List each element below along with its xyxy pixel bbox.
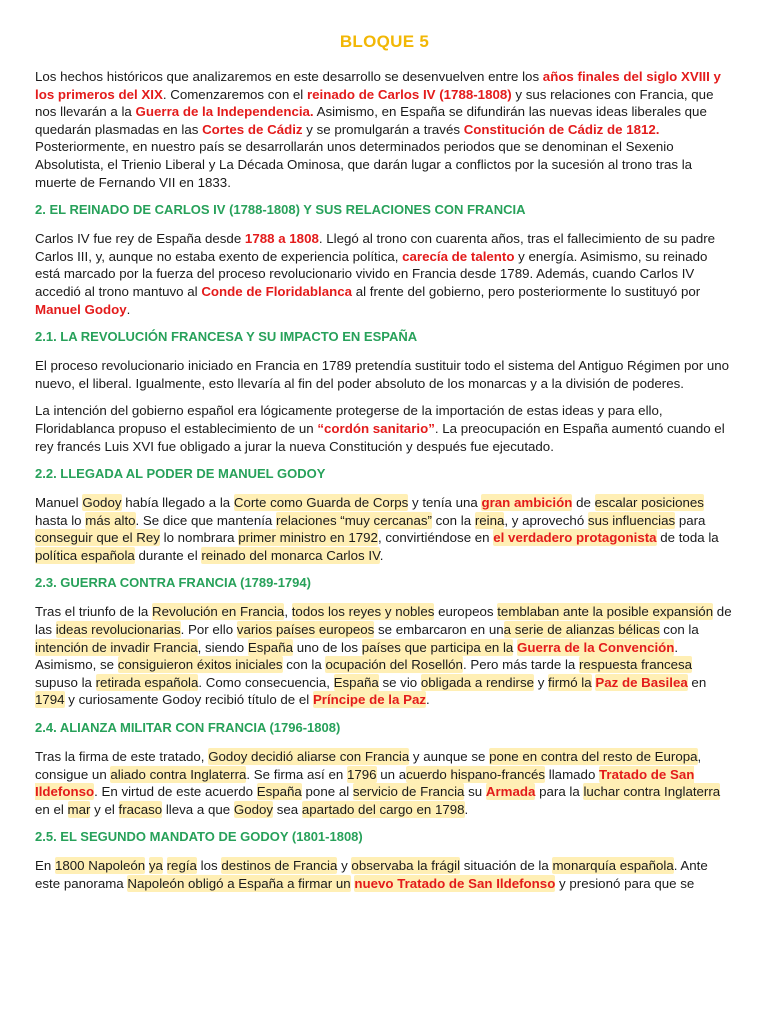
emphasis-text: Manuel Godoy	[35, 301, 127, 317]
emphasis-text: Constitución de Cádiz de 1812.	[463, 121, 660, 137]
highlighted-emphasis-text: gran ambición	[481, 495, 573, 511]
highlighted-text: pone en contra del resto de Europa	[489, 749, 698, 765]
text-run: pone al	[301, 784, 353, 800]
highlighted-emphasis-text: Armada	[485, 784, 536, 800]
highlighted-text: intención de invadir Francia	[35, 639, 198, 655]
highlighted-text: ya	[148, 858, 163, 874]
highlighted-text: más alto	[85, 512, 136, 528]
section-heading: 2.5. EL SEGUNDO MANDATO DE GODOY (1801-1808)	[35, 829, 363, 845]
text-run: y presionó para que se	[555, 876, 695, 891]
highlighted-text: todos los reyes y nobles	[291, 604, 435, 620]
highlighted-text: varios países europeos	[236, 622, 375, 638]
highlighted-text: temblaban ante la posible expansión	[497, 604, 714, 620]
text-run: y energía. Asimismo, su reinado está marcado por la fuerza del proceso revolucionario vivido en Francia desde 1789. Además, cuando Carlos IV accedió al trono mantuvo al	[35, 248, 708, 299]
highlighted-text: Godoy	[233, 801, 274, 817]
highlighted-text: a serie de alianzas bélicas	[503, 622, 660, 638]
highlighted-text: respuesta francesa	[578, 657, 693, 673]
text-run: .	[464, 801, 469, 817]
highlighted-text: 1796	[346, 766, 377, 782]
paragraph-p21a	[35, 357, 734, 392]
section-heading: 2.4. ALIANZA MILITAR CON FRANCIA (1796-1808)	[35, 720, 341, 736]
emphasis-text: Conde de Floridablanca	[201, 283, 353, 299]
text-run: . Comenzaremos con el	[162, 86, 307, 102]
highlighted-emphasis-text: Tratado de San Ildefonso	[35, 766, 695, 800]
text-run: con la	[659, 622, 699, 638]
highlighted-text: España	[256, 784, 302, 800]
text-run: y el	[90, 801, 119, 817]
text-run: .	[126, 301, 131, 317]
emphasis-text: Guerra de la Independencia.	[135, 104, 314, 120]
text-run: Tras el triunfo de la	[35, 604, 153, 620]
text-run: Carlos IV fue rey de España desde	[35, 231, 245, 247]
highlighted-text: Corte como Guarda de Corps	[233, 495, 409, 511]
text-run: Posteriormente, en nuestro país se desarrollarán unos determinados periodos que se denominan el Sexenio Absolutista, el Trienio Liberal y La Década Ominosa, que darán lugar a conflictos por la sucesión al trono tras la muerte de Fernando VII en 1833.	[35, 139, 693, 190]
text-run: .	[426, 692, 430, 708]
text-run: con la	[282, 657, 326, 673]
text-run: . Pero más tarde la	[462, 657, 579, 673]
text-run: . Como consecuencia,	[198, 674, 334, 690]
text-run: , consigue un	[35, 749, 702, 782]
text-run: su	[464, 784, 486, 800]
text-run: un a	[376, 766, 407, 782]
highlighted-text: 1800 Napoleón	[54, 858, 146, 874]
text-run: , convirtiéndose en	[377, 530, 494, 546]
text-run: había llegado a la	[121, 495, 234, 511]
text-run: y aunque se	[409, 749, 490, 765]
highlighted-text: observaba la frágil	[351, 858, 461, 874]
highlighted-text: retirada española	[95, 674, 199, 690]
text-run: para la	[535, 784, 584, 800]
text-run: y	[534, 674, 549, 690]
text-run: en	[687, 674, 707, 690]
emphasis-text: reinado de Carlos IV (1788-1808)	[306, 86, 512, 102]
text-run: . Se firma así en	[246, 766, 347, 782]
text-run: y sus relaciones con Francia, que nos llevarán a la	[35, 86, 714, 120]
paragraph-p25	[35, 857, 734, 892]
paragraph-p21b	[35, 402, 734, 455]
highlighted-text: 1794	[35, 692, 65, 708]
highlighted-text: consiguieron éxitos iniciales	[117, 657, 283, 673]
text-run: En	[35, 858, 55, 874]
highlighted-text: apartado del cargo en 1798	[301, 801, 465, 817]
text-run: llamado	[545, 766, 600, 782]
text-run: . Por ello	[180, 622, 237, 638]
emphasis-text: Cortes de Cádiz	[202, 121, 303, 137]
highlighted-text: ocupación del Rosellón	[325, 657, 463, 673]
highlighted-emphasis-text: el verdadero protagonista	[493, 530, 657, 546]
highlighted-text: regía	[166, 858, 197, 874]
text-run: , siendo	[197, 639, 248, 655]
text-run: Asimismo, en España se difundirán las nuevas ideas liberales que quedarán plasmadas en las	[35, 104, 707, 137]
emphasis-text: carecía de talento	[402, 248, 515, 264]
highlighted-text: países que participa en la	[361, 639, 514, 655]
text-run: Los hechos históricos que analizaremos en este desarrollo se desenvuelven entre los	[35, 69, 543, 84]
highlighted-emphasis-text: Guerra de la Convención	[517, 639, 675, 655]
text-run: con la	[431, 512, 475, 528]
text-run: . Ante este panorama	[35, 858, 708, 891]
text-run: , y aprovechó	[504, 512, 588, 528]
highlighted-text: Godoy decidió aliarse con Francia	[208, 749, 410, 765]
text-run: y curiosamente Godoy recibió título de el	[64, 692, 313, 708]
paragraph-p23	[35, 603, 734, 709]
document-body	[35, 68, 734, 893]
highlighted-emphasis-text: Príncipe de la Paz	[312, 692, 427, 708]
highlighted-text: servicio de Francia	[352, 784, 465, 800]
paragraph-p22	[35, 494, 734, 564]
highlighted-emphasis-text: nuevo Tratado de San Ildefonso	[354, 876, 556, 891]
highlighted-text: relaciones “muy cercanas”	[276, 512, 432, 528]
highlighted-text: escalar posiciones	[594, 495, 704, 511]
text-run: uno de los	[293, 639, 362, 655]
text-run: y	[337, 858, 352, 874]
text-run: ,	[284, 604, 292, 620]
highlighted-text: sus influencias	[587, 512, 676, 528]
text-run: La intención del gobierno español era lógicamente protegerse de la importación de estas ideas y para ello, Floridablanca propuso el establecimiento de un	[35, 403, 663, 436]
highlighted-text: firmó la	[548, 674, 592, 690]
highlighted-text: obligada a rendirse	[420, 674, 534, 690]
section-heading: 2.3. GUERRA CONTRA FRANCIA (1789-1794)	[35, 575, 311, 591]
text-run: . Llegó al trono con cuarenta años, tras el fallecimiento de su padre Carlos III, y, aunque no estaba exento de experiencia política,	[35, 231, 716, 264]
text-run: supuso la	[35, 674, 96, 690]
text-run: sea	[273, 801, 302, 817]
section-heading: 2.1. LA REVOLUCIÓN FRANCESA Y SU IMPACTO EN ESPAÑA	[35, 329, 418, 345]
text-run: de	[572, 495, 595, 511]
text-run: . Asimismo, se	[35, 639, 679, 673]
text-run: . En virtud de este acuerdo	[94, 784, 257, 800]
text-run: durante el	[134, 547, 202, 563]
highlighted-text: cuerdo hispano-francés	[406, 766, 546, 782]
text-run: . La preocupación en España aumentó cuando el rey francés Luis XVI fue obligado a jurar la nueva Constitución y después fue ejecutado.	[35, 420, 725, 454]
highlighted-text: mar	[67, 801, 91, 817]
text-run: para	[675, 512, 706, 528]
highlighted-text: aliado contra Inglaterra	[110, 766, 247, 782]
text-run: de toda la	[656, 530, 719, 546]
highlighted-emphasis-text: Paz de Basilea	[595, 674, 688, 690]
paragraph-intro	[35, 68, 734, 191]
highlighted-text: destinos de Francia	[221, 858, 338, 874]
text-run: lleva a que	[162, 801, 234, 817]
highlighted-text: monarquía española	[552, 858, 674, 874]
emphasis-text: años finales del siglo XVIII y los primeros del XIX	[35, 69, 721, 102]
highlighted-text: luchar contra Inglaterra	[583, 784, 721, 800]
highlighted-text: fracaso	[118, 801, 163, 817]
highlighted-text: ideas revolucionarias	[55, 622, 181, 638]
text-run: y se promulgarán a través	[302, 121, 464, 137]
text-run: Tras la firma de este tratado,	[35, 749, 209, 765]
highlighted-text: España	[247, 639, 293, 655]
text-run: .	[379, 547, 384, 563]
text-run: hasta lo	[35, 512, 86, 528]
text-run: se vio	[378, 674, 421, 690]
highlighted-text: primer ministro en 1792	[238, 530, 378, 546]
text-run: Manuel	[35, 495, 83, 511]
text-run: en el	[35, 801, 68, 817]
emphasis-text: “cordón sanitario”	[317, 420, 435, 436]
highlighted-text: Napoleón obligó a España a firmar un	[127, 876, 351, 891]
text-run: situación de la	[460, 858, 553, 874]
text-run: europeos	[434, 604, 498, 620]
highlighted-text: política española	[35, 547, 135, 563]
paragraph-p24	[35, 748, 734, 818]
highlighted-text: Revolución en Francia	[152, 604, 285, 620]
section-heading: 2.2. LLEGADA AL PODER DE MANUEL GODOY	[35, 466, 326, 482]
text-run: . Se dice que mantenía	[135, 512, 276, 528]
text-run: El proceso revolucionario iniciado en Francia en 1789 pretendía sustituir todo el sistema del Antiguo Régimen por uno nuevo, el liberal. Igualmente, esto llevaría al fin del poder absoluto de los monarcas y a la división de poderes.	[35, 358, 730, 391]
text-run: se embarcaron en un	[374, 622, 504, 638]
text-run: de las	[35, 604, 732, 638]
text-run: lo nombrara	[159, 530, 239, 546]
highlighted-text: España	[333, 674, 379, 690]
text-run: al frente del gobierno, pero posteriormente lo sustituyó por	[352, 283, 701, 299]
highlighted-text: Godoy	[82, 495, 122, 511]
highlighted-text: conseguir que el Rey	[35, 530, 160, 546]
text-run: los	[196, 858, 222, 874]
section-heading: 2. EL REINADO DE CARLOS IV (1788-1808) Y SUS RELACIONES CON FRANCIA	[35, 202, 526, 218]
highlighted-text: reina	[474, 512, 505, 528]
emphasis-text: 1788 a 1808	[244, 231, 319, 247]
paragraph-p2	[35, 230, 734, 318]
highlighted-text: reinado del monarca Carlos IV	[201, 547, 380, 563]
text-run: y tenía una	[408, 495, 482, 511]
document-title: BLOQUE 5	[339, 32, 430, 51]
